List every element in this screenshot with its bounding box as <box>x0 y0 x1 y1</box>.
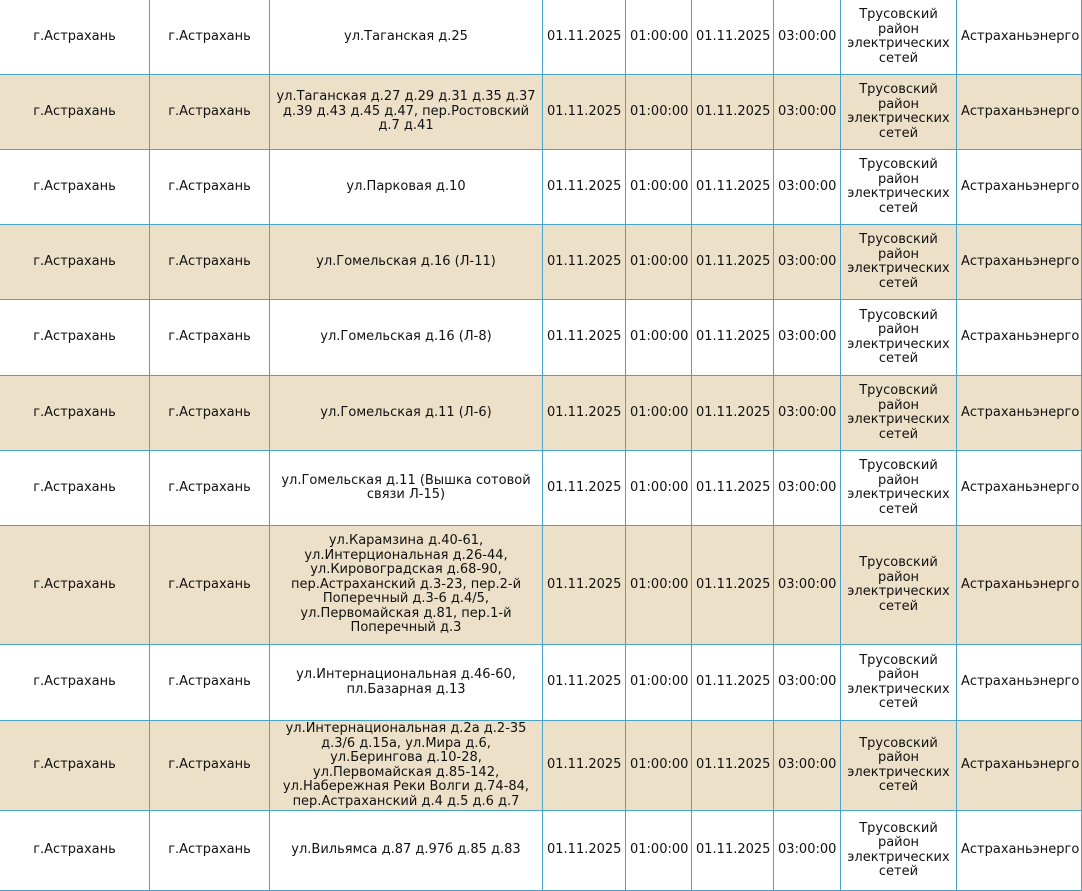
company-cell: Астраханьэнерго <box>957 0 1082 75</box>
district-cell: Трусовский район электрических сетей <box>841 75 957 150</box>
start-date-cell: 01.11.2025 <box>543 811 626 891</box>
company-cell: Астраханьэнерго <box>957 300 1082 376</box>
table-row <box>0 811 1082 891</box>
city-cell: г.Астрахань <box>150 811 270 891</box>
end-date-cell: 01.11.2025 <box>692 75 774 150</box>
start-date-cell: 01.11.2025 <box>543 721 626 811</box>
start-date-cell: 01.11.2025 <box>543 225 626 300</box>
start-date-cell: 01.11.2025 <box>543 526 626 645</box>
end-time-cell: 03:00:00 <box>774 721 841 811</box>
address-cell: ул.Карамзина д.40-61, ул.Интерциональная д.26-44, ул.Кировоградская д.68-90, пер.Астраханский д.3-23, пер.2-й Поперечный д.3-6 д.4/5, ул.Первомайская д.81, пер.1-й Поперечный д.3 <box>270 526 543 645</box>
region-cell: г.Астрахань <box>0 376 150 451</box>
city-cell: г.Астрахань <box>150 645 270 721</box>
city-cell: г.Астрахань <box>150 0 270 75</box>
district-cell: Трусовский район электрических сетей <box>841 645 957 721</box>
end-date-cell: 01.11.2025 <box>692 721 774 811</box>
district-cell: Трусовский район электрических сетей <box>841 150 957 225</box>
start-time-cell: 01:00:00 <box>626 300 692 376</box>
city-cell: г.Астрахань <box>150 150 270 225</box>
start-time-cell: 01:00:00 <box>626 75 692 150</box>
table-row <box>0 300 1082 376</box>
table-row <box>0 0 1082 75</box>
table-row <box>0 150 1082 225</box>
company-cell: Астраханьэнерго <box>957 451 1082 526</box>
table-row <box>0 721 1082 811</box>
region-cell: г.Астрахань <box>0 300 150 376</box>
district-cell: Трусовский район электрических сетей <box>841 721 957 811</box>
end-date-cell: 01.11.2025 <box>692 645 774 721</box>
start-date-cell: 01.11.2025 <box>543 376 626 451</box>
district-cell: Трусовский район электрических сетей <box>841 811 957 891</box>
district-cell: Трусовский район электрических сетей <box>841 376 957 451</box>
end-time-cell: 03:00:00 <box>774 75 841 150</box>
end-time-cell: 03:00:00 <box>774 645 841 721</box>
end-time-cell: 03:00:00 <box>774 811 841 891</box>
start-date-cell: 01.11.2025 <box>543 0 626 75</box>
city-cell: г.Астрахань <box>150 721 270 811</box>
end-date-cell: 01.11.2025 <box>692 225 774 300</box>
region-cell: г.Астрахань <box>0 225 150 300</box>
table-row <box>0 225 1082 300</box>
company-cell: Астраханьэнерго <box>957 721 1082 811</box>
region-cell: г.Астрахань <box>0 645 150 721</box>
city-cell: г.Астрахань <box>150 376 270 451</box>
end-time-cell: 03:00:00 <box>774 225 841 300</box>
start-time-cell: 01:00:00 <box>626 225 692 300</box>
table-row <box>0 451 1082 526</box>
end-date-cell: 01.11.2025 <box>692 300 774 376</box>
district-cell: Трусовский район электрических сетей <box>841 0 957 75</box>
address-cell: ул.Таганская д.27 д.29 д.31 д.35 д.37 д.39 д.43 д.45 д.47, пер.Ростовский д.7 д.41 <box>270 75 543 150</box>
address-cell: ул.Гомельская д.16 (Л-11) <box>270 225 543 300</box>
company-cell: Астраханьэнерго <box>957 376 1082 451</box>
city-cell: г.Астрахань <box>150 300 270 376</box>
region-cell: г.Астрахань <box>0 811 150 891</box>
company-cell: Астраханьэнерго <box>957 225 1082 300</box>
table-row <box>0 75 1082 150</box>
city-cell: г.Астрахань <box>150 526 270 645</box>
company-cell: Астраханьэнерго <box>957 150 1082 225</box>
end-date-cell: 01.11.2025 <box>692 0 774 75</box>
district-cell: Трусовский район электрических сетей <box>841 300 957 376</box>
address-cell: ул.Парковая д.10 <box>270 150 543 225</box>
address-cell: ул.Вильямса д.87 д.97б д.85 д.83 <box>270 811 543 891</box>
city-cell: г.Астрахань <box>150 451 270 526</box>
start-time-cell: 01:00:00 <box>626 721 692 811</box>
region-cell: г.Астрахань <box>0 150 150 225</box>
district-cell: Трусовский район электрических сетей <box>841 451 957 526</box>
end-date-cell: 01.11.2025 <box>692 150 774 225</box>
end-time-cell: 03:00:00 <box>774 451 841 526</box>
start-date-cell: 01.11.2025 <box>543 150 626 225</box>
start-time-cell: 01:00:00 <box>626 645 692 721</box>
address-cell: ул.Интернациональная д.2а д.2-35 д.3/6 д.15а, ул.Мира д.6, ул.Берингова д.10-28, ул.Первомайская д.85-142, ул.Набережная Реки Волги д.74-84, пер.Астраханский д.4 д.5 д.6 д.7 <box>270 721 543 811</box>
start-time-cell: 01:00:00 <box>626 376 692 451</box>
address-cell: ул.Гомельская д.16 (Л-8) <box>270 300 543 376</box>
start-date-cell: 01.11.2025 <box>543 75 626 150</box>
start-date-cell: 01.11.2025 <box>543 645 626 721</box>
address-cell: ул.Гомельская д.11 (Л-6) <box>270 376 543 451</box>
company-cell: Астраханьэнерго <box>957 526 1082 645</box>
table-row <box>0 645 1082 721</box>
end-time-cell: 03:00:00 <box>774 150 841 225</box>
end-date-cell: 01.11.2025 <box>692 376 774 451</box>
table-row <box>0 526 1082 645</box>
start-time-cell: 01:00:00 <box>626 150 692 225</box>
end-date-cell: 01.11.2025 <box>692 451 774 526</box>
end-date-cell: 01.11.2025 <box>692 526 774 645</box>
company-cell: Астраханьэнерго <box>957 645 1082 721</box>
region-cell: г.Астрахань <box>0 0 150 75</box>
start-time-cell: 01:00:00 <box>626 451 692 526</box>
city-cell: г.Астрахань <box>150 225 270 300</box>
start-date-cell: 01.11.2025 <box>543 300 626 376</box>
end-time-cell: 03:00:00 <box>774 0 841 75</box>
end-time-cell: 03:00:00 <box>774 376 841 451</box>
city-cell: г.Астрахань <box>150 75 270 150</box>
address-cell: ул.Таганская д.25 <box>270 0 543 75</box>
end-time-cell: 03:00:00 <box>774 300 841 376</box>
region-cell: г.Астрахань <box>0 75 150 150</box>
company-cell: Астраханьэнерго <box>957 811 1082 891</box>
address-cell: ул.Гомельская д.11 (Вышка сотовой связи Л-15) <box>270 451 543 526</box>
address-cell: ул.Интернациональная д.46-60, пл.Базарная д.13 <box>270 645 543 721</box>
end-date-cell: 01.11.2025 <box>692 811 774 891</box>
district-cell: Трусовский район электрических сетей <box>841 225 957 300</box>
region-cell: г.Астрахань <box>0 721 150 811</box>
company-cell: Астраханьэнерго <box>957 75 1082 150</box>
start-date-cell: 01.11.2025 <box>543 451 626 526</box>
region-cell: г.Астрахань <box>0 451 150 526</box>
start-time-cell: 01:00:00 <box>626 811 692 891</box>
region-cell: г.Астрахань <box>0 526 150 645</box>
table-row <box>0 376 1082 451</box>
start-time-cell: 01:00:00 <box>626 0 692 75</box>
district-cell: Трусовский район электрических сетей <box>841 526 957 645</box>
end-time-cell: 03:00:00 <box>774 526 841 645</box>
start-time-cell: 01:00:00 <box>626 526 692 645</box>
